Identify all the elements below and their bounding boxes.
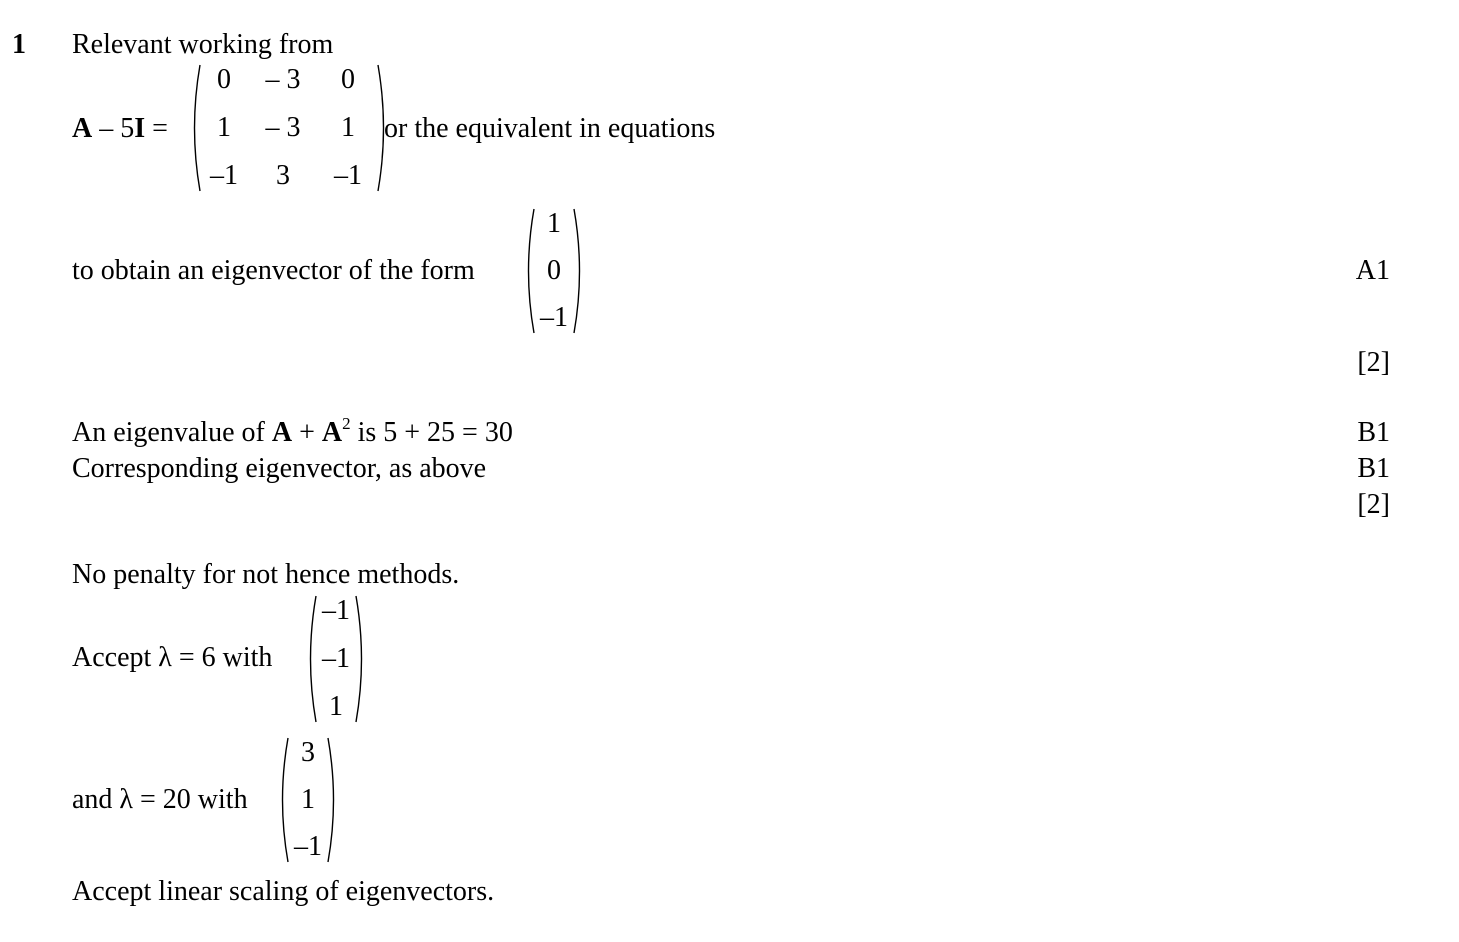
vector-cell: –1	[322, 643, 350, 674]
no-penalty-note: No penalty for not hence methods.	[72, 559, 460, 590]
mark-b1-first: B1	[1357, 417, 1390, 448]
matrix-a-symbol: A	[321, 417, 343, 448]
matrix-a-minus-5i	[188, 63, 390, 193]
eigenvector-lambda-20	[276, 736, 340, 864]
matrix-grid	[202, 63, 376, 193]
right-paren	[326, 736, 340, 864]
vector-cell: 1	[547, 208, 561, 239]
vector-grid	[536, 207, 572, 335]
matrix-lhs	[72, 115, 168, 143]
accept-lambda-6-text: Accept λ = 6 with	[72, 642, 273, 673]
equivalent-text: or the equivalent in equations	[384, 113, 716, 144]
matrix-cell: 1	[341, 112, 355, 143]
plus-sign: +	[292, 417, 322, 448]
vector-grid	[290, 736, 326, 864]
linear-scaling-note: Accept linear scaling of eigenvectors.	[72, 876, 495, 907]
matrix-a-symbol: A	[271, 417, 293, 448]
intro-text: Relevant working from	[72, 29, 334, 60]
question-number: 1	[12, 29, 26, 60]
identity-symbol: I	[134, 113, 146, 144]
vector-cell: 3	[301, 737, 315, 768]
eigenvalue-post: is 5 + 25 = 30	[350, 417, 513, 448]
matrix-cell: – 3	[265, 112, 301, 143]
equals-sign: =	[145, 113, 168, 144]
eigenvector-lambda-6	[304, 594, 368, 724]
matrix-cell: 1	[217, 112, 231, 143]
exponent: 2	[342, 414, 351, 433]
matrix-a-symbol: A	[72, 113, 93, 144]
corresponding-eigenvector-line: Corresponding eigenvector, as above	[72, 453, 487, 484]
left-paren	[522, 207, 536, 335]
eigenvector	[522, 207, 586, 335]
eigenvalue-pre: An eigenvalue of	[72, 417, 272, 448]
accept-lambda-20-text: and λ = 20 with	[72, 784, 248, 815]
matrix-cell: 3	[276, 160, 290, 191]
vector-cell: 0	[547, 255, 561, 286]
mark-a1: A1	[1355, 255, 1390, 286]
matrix-cell: –1	[210, 160, 238, 191]
left-paren	[188, 63, 202, 193]
matrix-cell: 0	[341, 64, 355, 95]
mark-b1-second: B1	[1357, 453, 1390, 484]
vector-grid	[318, 594, 354, 724]
left-paren	[276, 736, 290, 864]
matrix-cell: –1	[334, 160, 362, 191]
vector-cell: –1	[294, 831, 322, 862]
matrix-cell: – 3	[265, 64, 301, 95]
left-paren	[304, 594, 318, 724]
vector-cell: 1	[329, 691, 343, 722]
eigenvector-text: to obtain an eigenvector of the form	[72, 255, 475, 286]
minus-five: – 5	[92, 113, 135, 144]
right-paren	[354, 594, 368, 724]
mark-total-a: [2]	[1357, 347, 1390, 378]
eigenvalue-line	[72, 414, 513, 448]
vector-cell: –1	[322, 595, 350, 626]
vector-cell: –1	[540, 302, 568, 333]
right-paren	[572, 207, 586, 335]
matrix-cell: 0	[217, 64, 231, 95]
mark-total-b: [2]	[1357, 489, 1390, 520]
vector-cell: 1	[301, 784, 315, 815]
